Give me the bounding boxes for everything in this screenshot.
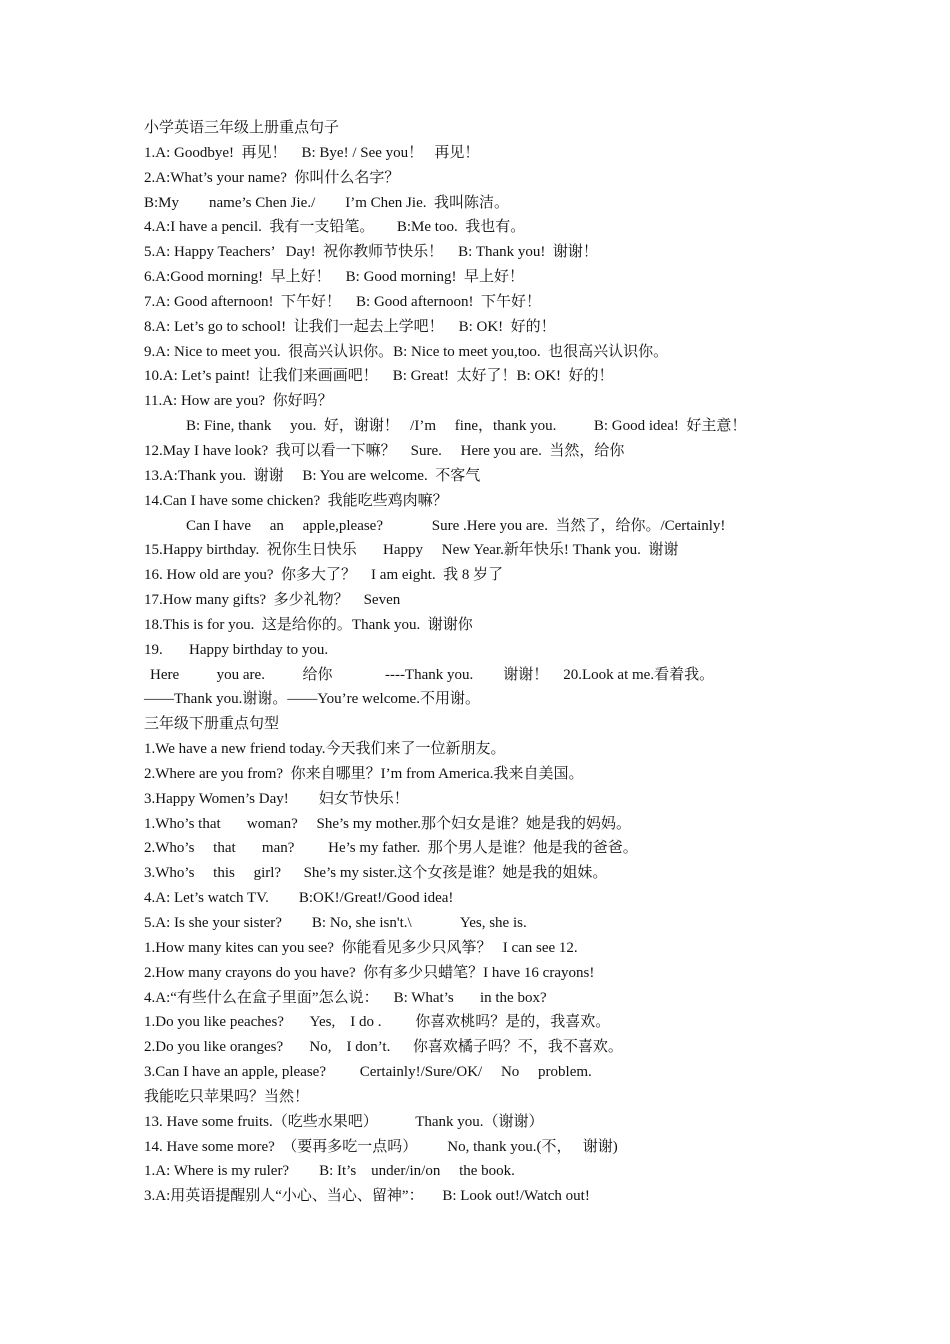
text-line: 2.How many crayons do you have? 你有多少只蜡笔？I have 16 crayons! — [144, 964, 595, 981]
text-line: 4.A:“有些什么在盒子里面”怎么说： B: What’s in the box? — [144, 989, 547, 1006]
text-line: 1.A: Goodbye! 再见！ B: Bye! / See you！ 再见！ — [144, 144, 480, 161]
document-body — [144, 116, 844, 1209]
text-line: 10.A: Let’s paint! 让我们来画画吧！ B: Great! 太好了！B: OK! 好的！ — [144, 368, 614, 385]
text-line: 17.How many gifts? 多少礼物？ Seven — [144, 592, 401, 609]
text-line: 18.This is for you. 这是给你的。Thank you. 谢谢你 — [144, 616, 473, 633]
text-line: 1.A: Where is my ruler? B: It’s under/in/on the book. — [144, 1163, 515, 1180]
text-line: B: Fine, thank you. 好，谢谢！ /I’m fine，thank you. B: Good idea! 好主意！ — [186, 418, 747, 435]
text-line: 3.Can I have an apple, please? Certainly!/Sure/OK/ No problem. — [144, 1064, 592, 1081]
text-line: 8.A: Let’s go to school! 让我们一起去上学吧！ B: OK! 好的！ — [144, 318, 556, 335]
text-line: 5.A: Is she your sister? B: No, she isn't.\ Yes, she is. — [144, 915, 527, 931]
text-line: 13.A:Thank you. 谢谢 B: You are welcome. 不客气 — [144, 467, 481, 484]
text-line: Can I have an apple,please? Sure .Here you are. 当然了，给你。/Certainly! — [186, 517, 726, 534]
text-line: 16. How old are you? 你多大了？ I am eight. 我 8 岁了 — [144, 567, 504, 584]
text-line: 9.A: Nice to meet you. 很高兴认识你。B: Nice to meet you,too. 也很高兴认识你。 — [144, 343, 669, 360]
text-line: 2.Where are you from? 你来自哪里？I’m from America.我来自美国。 — [144, 765, 584, 782]
text-line: 6.A:Good morning! 早上好！ B: Good morning! 早上好！ — [144, 269, 524, 286]
text-line: 2.A:What’s your name? 你叫什么名字？ — [144, 169, 400, 186]
text-line: 14. Have some more? （要再多吃一点吗） No, thank you.(不， 谢谢) — [144, 1138, 618, 1155]
text-line: Here you are. 给你 ----Thank you. 谢谢！ 20.Look at me.看着我。 — [150, 666, 715, 683]
text-line: 3.A:用英语提醒别人“小心、当心、留神”： B: Look out!/Watch out! — [144, 1188, 590, 1205]
text-line: 4.A:I have a pencil. 我有一支铅笔。 B:Me too. 我也有。 — [144, 219, 526, 236]
text-line: 我能吃只苹果吗？当然！ — [144, 1088, 310, 1105]
text-line: 2.Do you like oranges? No, I don’t. 你喜欢橘子吗？不，我不喜欢。 — [144, 1039, 623, 1056]
text-line: 1.How many kites can you see? 你能看见多少只风筝？ I can see 12. — [144, 939, 578, 956]
text-line: 11.A: How are you? 你好吗？ — [144, 393, 333, 410]
text-line: 13. Have some fruits.（吃些水果吧） Thank you.（谢谢） — [144, 1113, 544, 1130]
text-line: 1.Do you like peaches? Yes, I do . 你喜欢桃吗？是的，我喜欢。 — [144, 1014, 611, 1031]
text-line: 3.Happy Women’s Day! 妇女节快乐！ — [144, 790, 409, 807]
text-line: 1.We have a new friend today.今天我们来了一位新朋友。 — [144, 741, 506, 758]
text-line: 1.Who’s that woman? She’s my mother.那个妇女是谁？她是我的妈妈。 — [144, 815, 632, 832]
text-line: 14.Can I have some chicken? 我能吃些鸡肉嘛？ — [144, 492, 448, 509]
text-line: 4.A: Let’s watch TV. B:OK!/Great!/Good idea! — [144, 890, 454, 907]
text-line: 5.A: Happy Teachers’ Day! 祝你教师节快乐！ B: Thank you! 谢谢！ — [144, 244, 598, 261]
text-line: 19. Happy birthday to you. — [144, 641, 329, 658]
section-title: 小学英语三年级上册重点句子 — [144, 120, 340, 136]
text-line: ——Thank you.谢谢。——You’re welcome.不用谢。 — [144, 691, 480, 708]
text-line: 7.A: Good afternoon! 下午好！ B: Good afternoon! 下午好！ — [144, 293, 542, 310]
text-line: 15.Happy birthday. 祝你生日快乐 Happy New Year.新年快乐! Thank you. 谢谢 — [144, 542, 679, 559]
text-line: 3.Who’s this girl? She’s my sister.这个女孩是谁？她是我的姐妹。 — [144, 865, 608, 882]
text-line: 12.May I have look? 我可以看一下嘛？ Sure. Here you are. 当然，给你 — [144, 442, 625, 459]
text-line: B:My name’s Chen Jie./ I’m Chen Jie. 我叫陈洁。 — [144, 194, 509, 211]
text-line: 2.Who’s that man? He’s my father. 那个男人是谁？他是我的爸爸。 — [144, 840, 638, 857]
section-title: 三年级下册重点句型 — [144, 716, 280, 733]
